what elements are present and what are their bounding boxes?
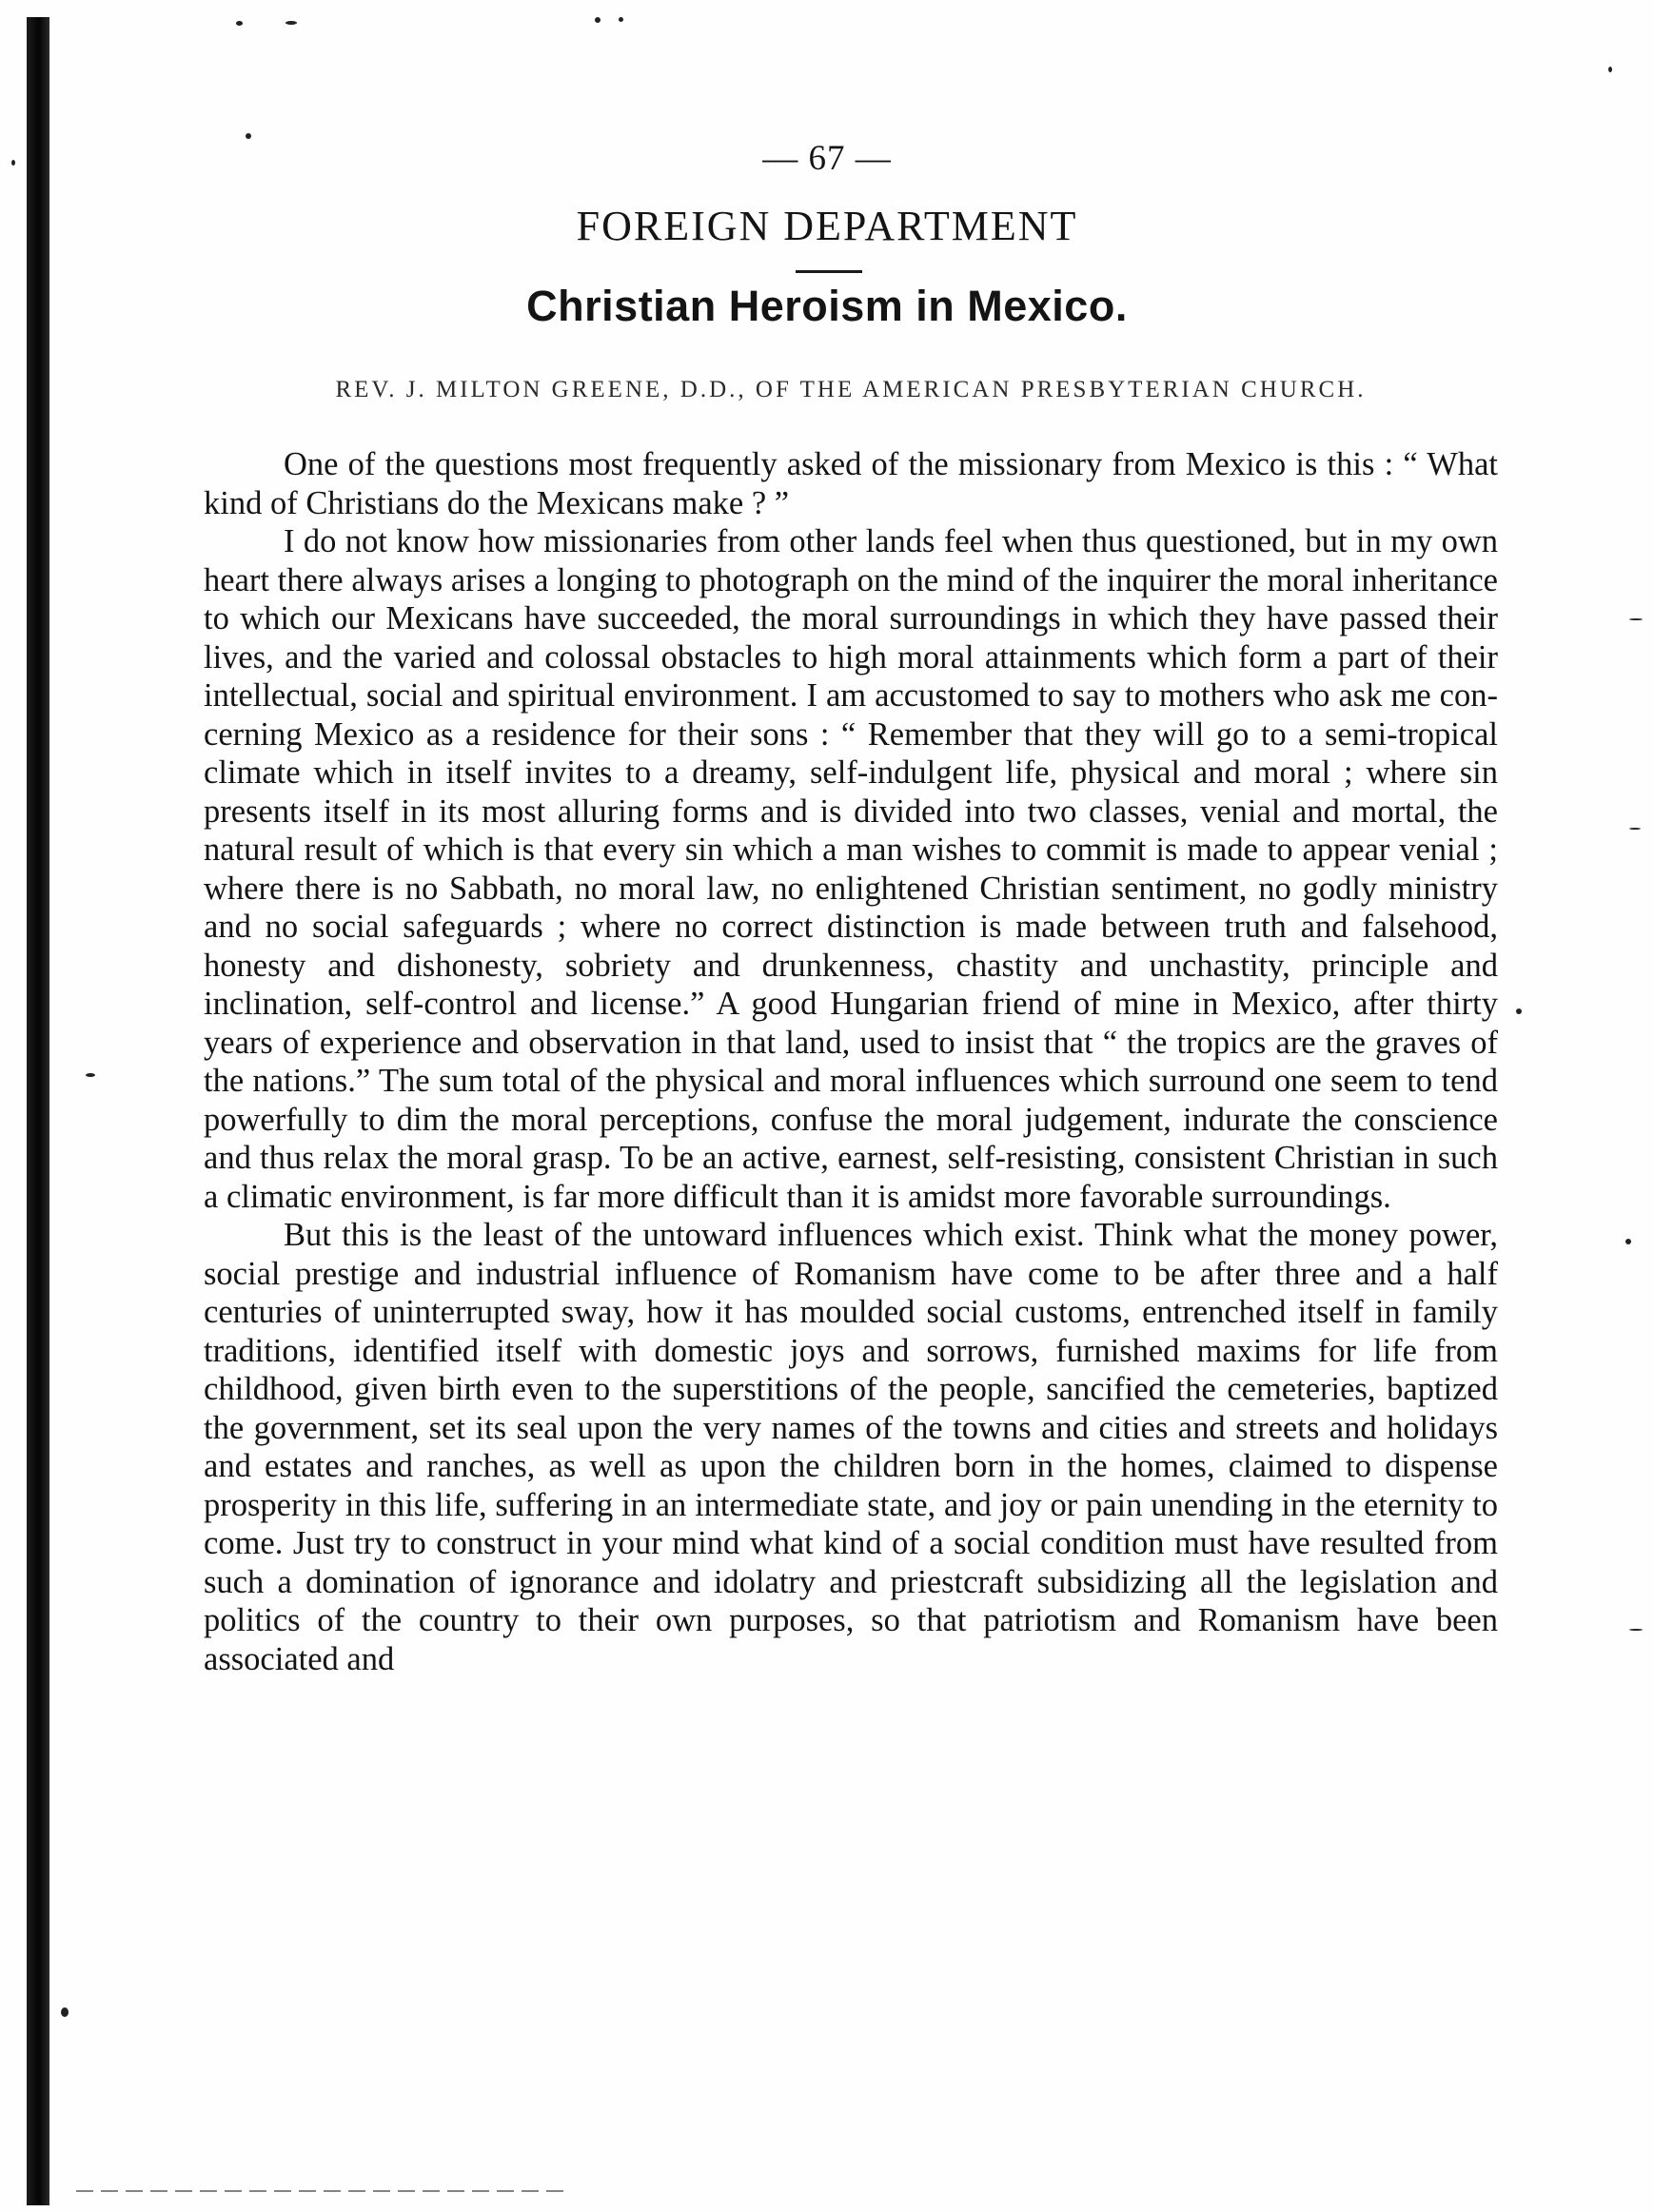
scan-speck: [61, 2007, 69, 2017]
page-number: — 67 —: [762, 139, 892, 178]
scan-speck: [1629, 618, 1643, 620]
title-divider: [796, 270, 862, 273]
binding-edge: [27, 17, 49, 2205]
scan-speck: [1629, 1629, 1643, 1631]
scan-speck: [1608, 67, 1612, 72]
article-body: [204, 445, 1498, 1678]
scan-speck: [595, 17, 601, 23]
paragraph: But this is the least of the untoward influences which exist. Think what the money power, social prestige and industrial influence of Romanism have come to be after three and a half centuries of uninterrupted sway, how it has moulded social customs, entrenched itself in family traditions, identified itself with domestic joys and sorrows, furnished maxims for life from childhood, given birth even to the superstitions of the people, sancified the cemeteries, baptized the government, set its seal upon the very names of the towns and cities and streets and holidays and estates and ranches, as well as upon the children born in the homes, claimed to dispense prosperity in this life, suffering in an intermediate state, and joy or pain unending in the eternity to come. Just try to construct in your mind what kind of a social condition must have resulted from such a domination of ignorance and idolatry and priestcraft subsidizing all the legislation and politics of the country to their own purposes, so that patriotism and Romanism have been associated and: [204, 1217, 1498, 1677]
scan-speck: [619, 17, 623, 22]
author-byline: REV. J. MILTON GREENE, D.D., OF THE AMERICAN PRESBYTERIAN CHURCH.: [335, 377, 1367, 402]
article-title: Christian Heroism in Mexico.: [526, 282, 1128, 330]
scan-speck: [1629, 828, 1641, 830]
section-title: FOREIGN DEPARTMENT: [576, 203, 1078, 249]
scan-speck: [1516, 1008, 1522, 1014]
scan-speck: [1625, 1239, 1631, 1244]
scan-bottom-rule: [76, 2190, 571, 2192]
scan-speck: [236, 21, 243, 26]
paragraph: One of the questions most frequently asked of the missionary from Mexico is this : “ What kind of Christians do the Mexicans make ? ”: [204, 446, 1498, 521]
scan-speck: [86, 1073, 95, 1077]
scan-speck: [286, 21, 297, 25]
paragraph: I do not know how missionaries from other lands feel when thus questioned, but in my own heart there always arises a longing to photograph on the mind of the inquirer the moral inheritance to which our Mexicans have succeeded, the moral surroundings in which they have passed their lives, and the varied and colossal obstacles to high moral attainments which form a part of their intellectual, social and spiritual environment. I am accustomed to say to mothers who ask me concerning Mexico as a residence for their sons : “ Remember that they will go to a semi-tropical climate which in itself invites to a dreamy, self-indulgent life, physical and moral ; where sin presents itself in its most alluring forms and is divided into two classes, venial and mortal, the natural result of which is that every sin which a man wishes to commit is made to appear venial ; where there is no Sabbath, no moral law, no enlightened Christian sentiment, no godly ministry and no social safeguards ; where no correct distinction is made between truth and falsehood, honesty and dishonesty, sobriety and drunkenness, chastity and unchastity, principle and inclination, self-control and license.” A good Hungarian friend of mine in Mexico, after thirty years of experience and observation in that land, used to insist that “ the tropics are the graves of the nations.” The sum total of the physical and moral influences which surround one seem to tend powerfully to dim the moral perceptions, confuse the moral judgement, indurate the conscience and thus relax the moral grasp. To be an active, earnest, self-resisting, consistent Christian in such a climatic environment, is far more difficult than it is amidst more favorable surroundings.: [204, 523, 1498, 1215]
